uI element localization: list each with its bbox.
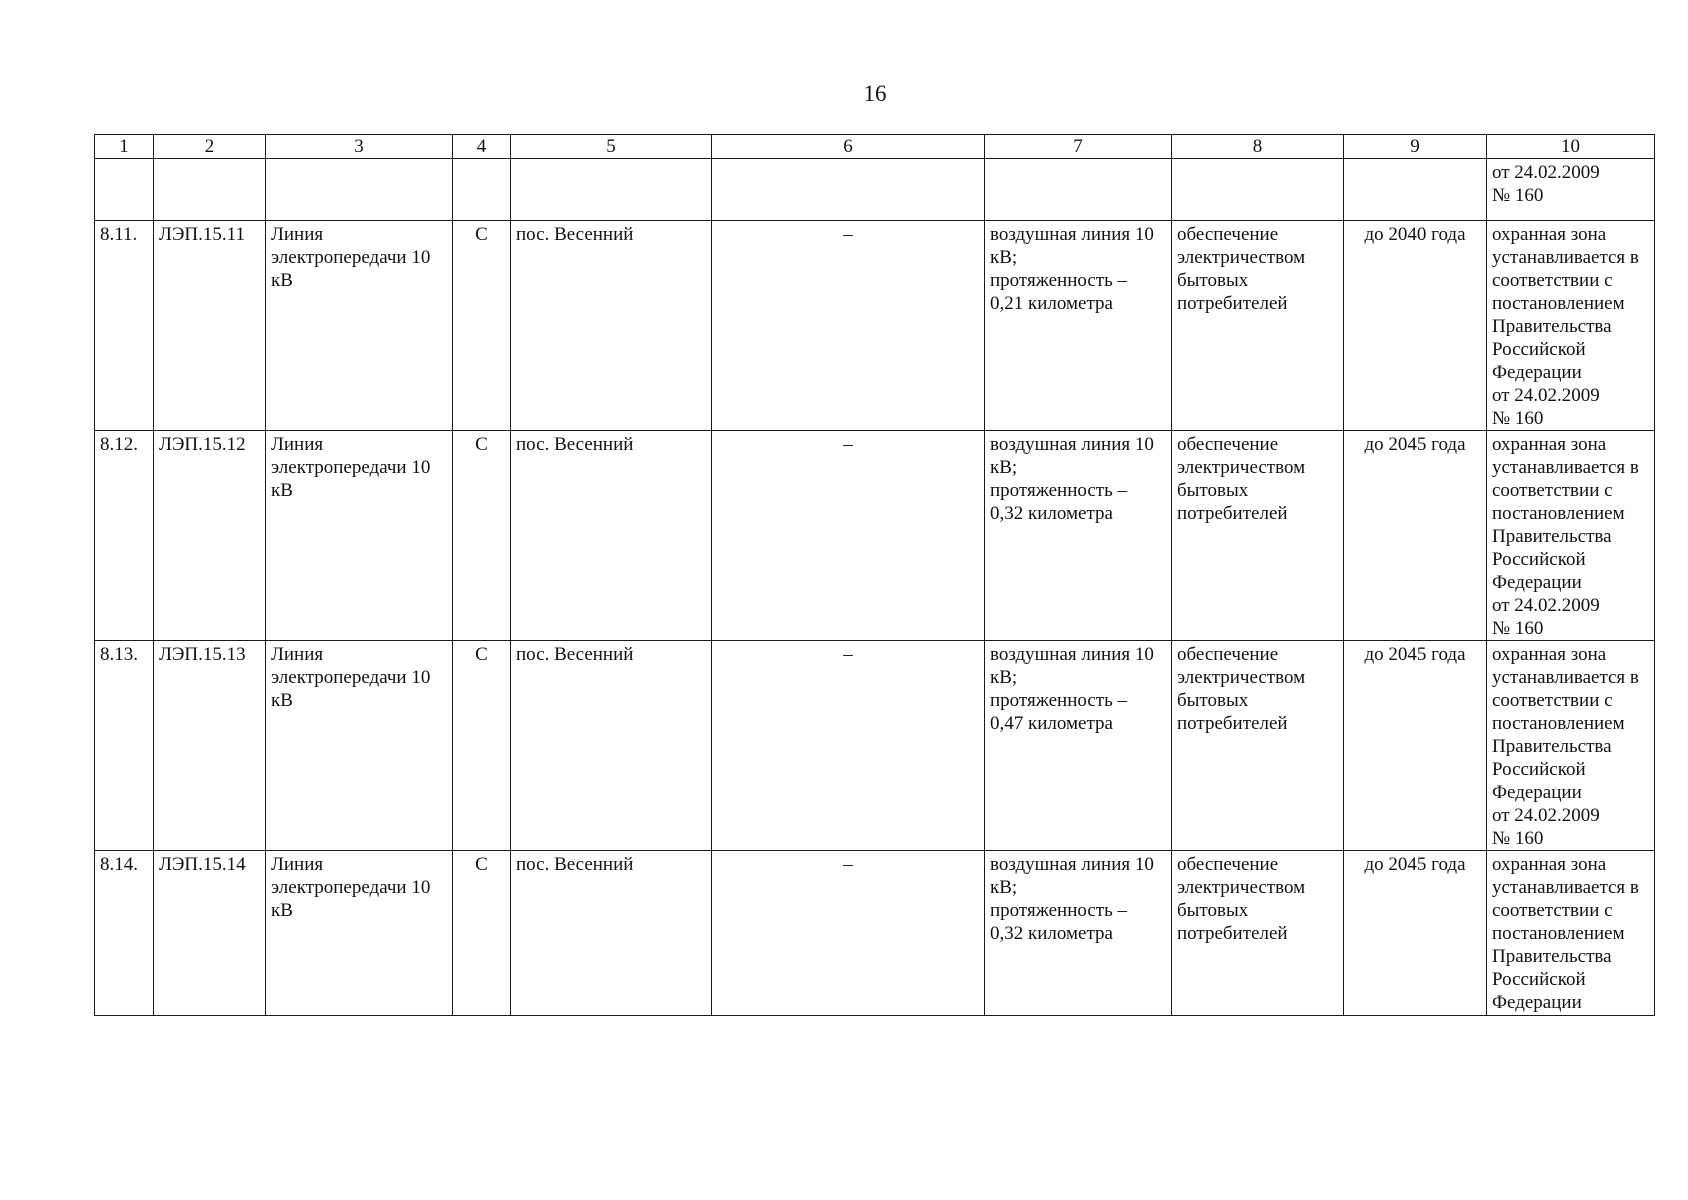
column-header-5: 5 — [511, 135, 712, 159]
document-table — [94, 134, 1655, 1016]
characteristics-cell: воздушная линия 10 кВ; протяженность – 0,32 километра — [985, 851, 1172, 1016]
zone-cell: от 24.02.2009 № 160 — [1487, 159, 1655, 221]
object-name-cell: Линия электропередачи 10 кВ — [266, 851, 453, 1016]
table-cell — [712, 159, 985, 221]
table-cell — [154, 159, 266, 221]
zone-cell: охранная зона устанавливается в соответствии с постановлением Правительства Российской Федерации от 24.02.2009 № 160 — [1487, 431, 1655, 641]
row-number-cell: 8.14. — [95, 851, 154, 1016]
row-number-cell: 8.12. — [95, 431, 154, 641]
column-header-10: 10 — [1487, 135, 1655, 159]
characteristics-cell: воздушная линия 10 кВ; протяженность – 0,21 километра — [985, 221, 1172, 431]
column-header-7: 7 — [985, 135, 1172, 159]
location-cell: пос. Весенний — [511, 221, 712, 431]
status-cell: С — [453, 221, 511, 431]
table-cell — [985, 159, 1172, 221]
object-code-cell: ЛЭП.15.12 — [154, 431, 266, 641]
purpose-cell: обеспечение электричеством бытовых потребителей — [1172, 431, 1344, 641]
object-code-cell: ЛЭП.15.11 — [154, 221, 266, 431]
object-name-cell: Линия электропередачи 10 кВ — [266, 221, 453, 431]
table-row — [95, 851, 1655, 1016]
status-cell: С — [453, 431, 511, 641]
table-row — [95, 221, 1655, 431]
status-cell: С — [453, 641, 511, 851]
header-row — [95, 135, 1655, 159]
object-name-cell: Линия электропередачи 10 кВ — [266, 641, 453, 851]
table-row-continued — [95, 159, 1655, 221]
purpose-cell: обеспечение электричеством бытовых потребителей — [1172, 641, 1344, 851]
location-cell: пос. Весенний — [511, 431, 712, 641]
empty-dash-cell: – — [712, 221, 985, 431]
purpose-cell: обеспечение электричеством бытовых потребителей — [1172, 851, 1344, 1016]
term-cell: до 2045 года — [1344, 431, 1487, 641]
column-header-9: 9 — [1344, 135, 1487, 159]
object-name-cell: Линия электропередачи 10 кВ — [266, 431, 453, 641]
characteristics-cell: воздушная линия 10 кВ; протяженность – 0,32 километра — [985, 431, 1172, 641]
table-row — [95, 641, 1655, 851]
object-code-cell: ЛЭП.15.13 — [154, 641, 266, 851]
column-header-3: 3 — [266, 135, 453, 159]
zone-cell: охранная зона устанавливается в соответствии с постановлением Правительства Российской Федерации — [1487, 851, 1655, 1016]
page-number: 16 — [863, 81, 887, 106]
object-code-cell: ЛЭП.15.14 — [154, 851, 266, 1016]
table-cell — [1172, 159, 1344, 221]
term-cell: до 2045 года — [1344, 641, 1487, 851]
table-cell — [95, 159, 154, 221]
column-header-6: 6 — [712, 135, 985, 159]
location-cell: пос. Весенний — [511, 641, 712, 851]
column-header-1: 1 — [95, 135, 154, 159]
empty-dash-cell: – — [712, 641, 985, 851]
purpose-cell: обеспечение электричеством бытовых потребителей — [1172, 221, 1344, 431]
term-cell: до 2040 года — [1344, 221, 1487, 431]
empty-dash-cell: – — [712, 851, 985, 1016]
table-cell — [266, 159, 453, 221]
empty-dash-cell: – — [712, 431, 985, 641]
row-number-cell: 8.13. — [95, 641, 154, 851]
table-cell — [453, 159, 511, 221]
characteristics-cell: воздушная линия 10 кВ; протяженность – 0,47 километра — [985, 641, 1172, 851]
zone-cell: охранная зона устанавливается в соответствии с постановлением Правительства Российской Федерации от 24.02.2009 № 160 — [1487, 641, 1655, 851]
table-cell — [511, 159, 712, 221]
table-row — [95, 431, 1655, 641]
table-cell — [1344, 159, 1487, 221]
column-header-4: 4 — [453, 135, 511, 159]
row-number-cell: 8.11. — [95, 221, 154, 431]
column-header-8: 8 — [1172, 135, 1344, 159]
status-cell: С — [453, 851, 511, 1016]
location-cell: пос. Весенний — [511, 851, 712, 1016]
zone-cell: охранная зона устанавливается в соответствии с постановлением Правительства Российской Федерации от 24.02.2009 № 160 — [1487, 221, 1655, 431]
term-cell: до 2045 года — [1344, 851, 1487, 1016]
column-header-2: 2 — [154, 135, 266, 159]
